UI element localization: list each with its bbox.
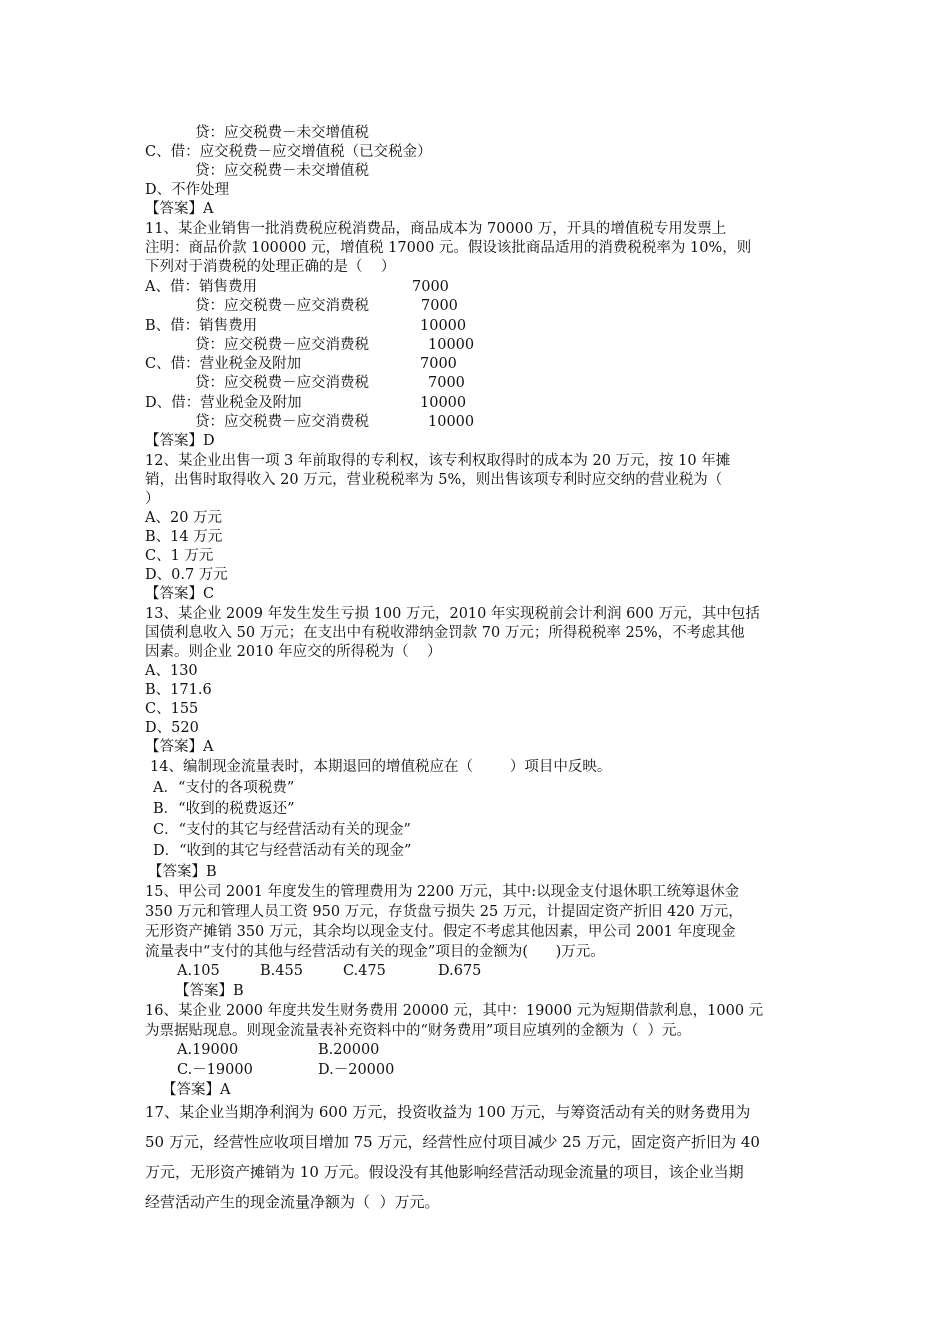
- q13-option-d: D、520: [145, 720, 199, 736]
- q11-option-a-line1: A、借：销售费用: [145, 279, 257, 295]
- q11-stem-line3: 下列对于消费税的处理正确的是（ ）: [145, 259, 396, 275]
- q17-stem-line3: 万元，无形资产摊销为 10 万元。假设没有其他影响经营活动现金流量的项目，该企业当期: [145, 1163, 744, 1181]
- q14-answer: 【答案】B: [148, 864, 217, 880]
- q14-stem: 14、编制现金流量表时，本期退回的增值税应在（ ）项目中反映。: [150, 759, 612, 775]
- q17-stem-line4: 经营活动产生的现金流量净额为（ ）万元。: [145, 1193, 440, 1211]
- q10-option-d: D、不作处理: [145, 182, 230, 198]
- q12-option-b: B、14 万元: [145, 529, 223, 545]
- q11-option-b-line2: 贷：应交税费－应交消费税: [195, 337, 369, 353]
- q15-stem-line1: 15、甲公司 2001 年度发生的管理费用为 2200 万元，其中:以现金支付退休职工统筹退休金: [145, 884, 740, 900]
- q16-option-d: D.－20000: [318, 1062, 395, 1078]
- q11-answer: 【答案】D: [145, 433, 215, 449]
- q11-stem-line1: 11、某企业销售一批消费税应税消费品，商品成本为 70000 万，开具的增值税专用发票上: [145, 221, 727, 237]
- q15-option-a: A.105: [177, 963, 220, 979]
- q10-option-c-line1: C、借：应交税费－应交增值税（已交税金）: [145, 144, 432, 160]
- q10-option-c-line2: 贷：应交税费－未交增值税: [195, 163, 369, 179]
- q12-option-d: D、0.7 万元: [145, 567, 228, 583]
- q12-stem-line1: 12、某企业出售一项 3 年前取得的专利权，该专利权取得时的成本为 20 万元，按 10 年摊: [145, 453, 731, 469]
- q16-answer: 【答案】A: [162, 1082, 231, 1098]
- q13-stem-line3: 因素。则企业 2010 年应交的所得税为（ ）: [145, 644, 442, 660]
- q11-option-b-amount1: 10000: [420, 318, 467, 334]
- q17-stem-line2: 50 万元，经营性应收项目增加 75 万元，经营性应付项目减少 25 万元，固定资产折旧为 40: [145, 1133, 760, 1151]
- q10-answer: 【答案】A: [145, 201, 214, 217]
- q11-option-d-amount2: 10000: [428, 414, 475, 430]
- q11-option-a-amount1: 7000: [412, 279, 449, 295]
- q14-option-b: B．“收到的税费返还”: [153, 801, 295, 817]
- q12-option-c: C、1 万元: [145, 548, 214, 564]
- q13-option-b: B、171.6: [145, 682, 212, 698]
- q15-stem-line2: 350 万元和管理人员工资 950 万元，存货盘亏损失 25 万元，计提固定资产折旧 420 万元，: [145, 904, 743, 920]
- q15-option-d: D.675: [438, 963, 482, 979]
- q16-stem-line1: 16、某企业 2000 年度共发生财务费用 20000 元，其中：19000 元为短期借款利息，1000 元: [145, 1003, 764, 1019]
- q12-stem-line2: 销，出售时取得收入 20 万元，营业税税率为 5%，则出售该项专利时应交纳的营业税为（: [145, 472, 723, 488]
- q13-stem-line1: 13、某企业 2009 年发生发生亏损 100 万元，2010 年实现税前会计利润 600 万元，其中包括: [145, 606, 760, 622]
- q10-credit-line: 贷：应交税费－未交增值税: [195, 125, 369, 141]
- q12-answer: 【答案】C: [145, 586, 215, 602]
- q11-option-d-amount1: 10000: [420, 395, 467, 411]
- q12-stem-line3: ）: [145, 491, 160, 507]
- q11-option-c-amount1: 7000: [420, 356, 457, 372]
- q17-stem-line1: 17、某企业当期净利润为 600 万元，投资收益为 100 万元，与筹资活动有关的财务费用为: [145, 1103, 751, 1121]
- q15-option-c: C.475: [343, 963, 386, 979]
- q15-option-b: B.455: [260, 963, 303, 979]
- q11-option-b-line1: B、借：销售费用: [145, 318, 258, 334]
- q11-option-d-line1: D、借：营业税金及附加: [145, 395, 302, 411]
- q11-stem-line2: 注明：商品价款 100000 元，增值税 17000 元。假设该批商品适用的消费税税率为 10%，则: [145, 240, 752, 256]
- q11-option-b-amount2: 10000: [428, 337, 475, 353]
- q15-answer: 【答案】B: [175, 983, 244, 999]
- q12-option-a: A、20 万元: [145, 510, 223, 526]
- q11-option-c-line2: 贷：应交税费－应交消费税: [195, 375, 369, 391]
- q14-option-d: D．“收到的其它与经营活动有关的现金”: [153, 843, 412, 859]
- q11-option-d-line2: 贷：应交税费－应交消费税: [195, 414, 369, 430]
- q11-option-a-line2: 贷：应交税费－应交消费税: [195, 298, 369, 314]
- q16-option-b: B.20000: [318, 1042, 380, 1058]
- q11-option-c-line1: C、借：营业税金及附加: [145, 356, 302, 372]
- q16-option-a: A.19000: [177, 1042, 239, 1058]
- q14-option-c: C．“支付的其它与经营活动有关的现金”: [153, 822, 411, 838]
- q15-stem-line3: 无形资产摊销 350 万元，其余均以现金支付。假定不考虑其他因素，甲公司 2001 年度现金: [145, 924, 736, 940]
- q11-option-c-amount2: 7000: [428, 375, 465, 391]
- q13-option-a: A、130: [145, 663, 198, 679]
- q13-option-c: C、155: [145, 701, 199, 717]
- q16-stem-line2: 为票据贴现息。则现金流量表补充资料中的“财务费用”项目应填列的金额为（ ）元。: [145, 1023, 692, 1039]
- q11-option-a-amount2: 7000: [421, 298, 458, 314]
- q13-answer: 【答案】A: [145, 739, 214, 755]
- q15-stem-line4: 流量表中“支付的其他与经营活动有关的现金”项目的金额为( )万元。: [145, 944, 605, 960]
- q13-stem-line2: 国债利息收入 50 万元；在支出中有税收滞纳金罚款 70 万元；所得税税率 25%，不考虑其他: [145, 625, 745, 641]
- q14-option-a: A．“支付的各项税费”: [153, 780, 295, 796]
- q16-option-c: C.－19000: [177, 1062, 253, 1078]
